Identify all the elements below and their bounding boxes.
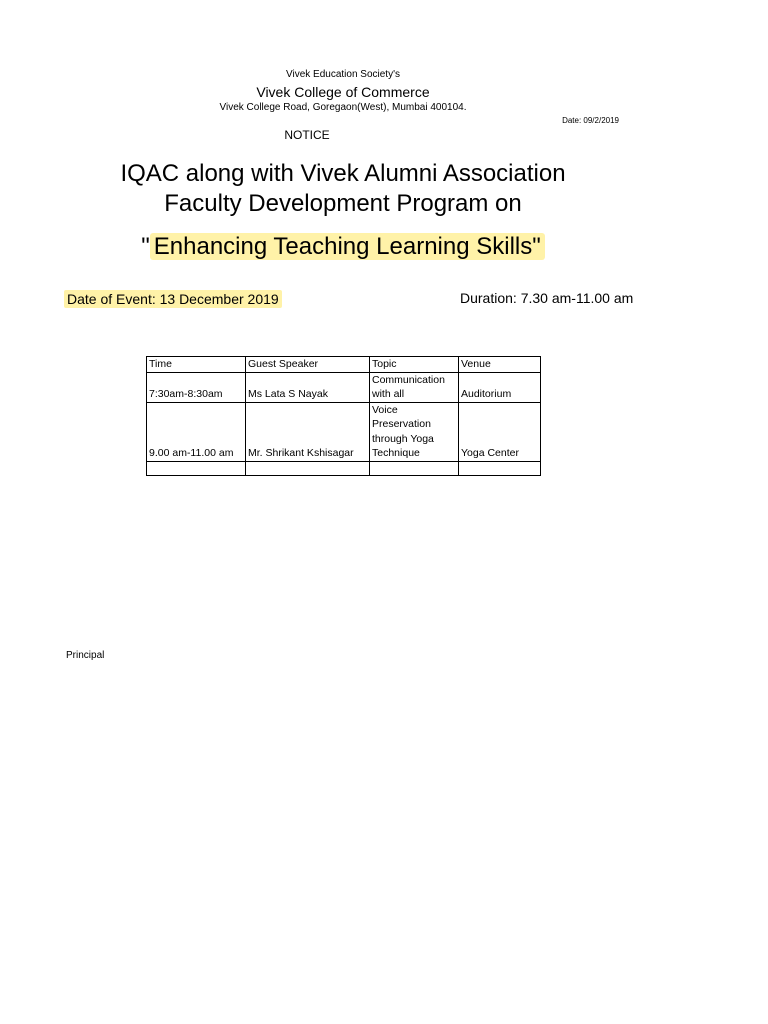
cell-empty [246,461,370,475]
principal-signatory: Principal [66,650,105,661]
notice-label: NOTICE [284,128,330,142]
topic-line: Communication [372,373,445,386]
theme-highlight: Enhancing Teaching Learning Skills" [150,233,545,260]
cell-empty [370,461,459,475]
topic-line: through Yoga [372,432,434,445]
topic-line: Voice [372,403,398,416]
column-header-topic: Topic [370,357,459,373]
column-header-time: Time [147,357,246,373]
topic-line: with all [372,388,405,400]
event-duration: Duration: 7.30 am-11.00 am [460,290,634,306]
cell-venue: Auditorium [459,372,541,402]
column-header-speaker: Guest Speaker [246,357,370,373]
column-header-venue: Venue [459,357,541,373]
topic-line: Preservation [372,418,431,430]
cell-time: 9.00 am-11.00 am [147,402,246,461]
program-theme [0,233,686,261]
schedule-table [146,356,541,476]
topic-line: Technique [372,447,420,459]
cell-topic [370,402,459,461]
college-name: Vivek College of Commerce [256,84,430,100]
table-header-row [147,357,541,373]
cell-time: 7:30am-8:30am [147,372,246,402]
college-address: Vivek College Road, Goregaon(West), Mumbai 400104. [219,102,467,113]
cell-speaker: Ms Lata S Nayak [246,372,370,402]
headline-line-1: IQAC along with Vivek Alumni Association [120,160,566,187]
table-row-empty [147,461,541,475]
society-name: Vivek Education Society's [285,69,400,80]
cell-speaker: Mr. Shrikant Kshisagar [246,402,370,461]
cell-venue: Yoga Center [459,402,541,461]
notice-date: Date: 09/2/2019 [562,116,619,125]
table-row [147,372,541,402]
cell-empty [147,461,246,475]
cell-topic [370,372,459,402]
cell-empty [459,461,541,475]
theme-open-quote: " [141,233,150,260]
headline-line-2: Faculty Development Program on [164,190,522,217]
event-date: Date of Event: 13 December 2019 [64,290,282,308]
table-row [147,402,541,461]
